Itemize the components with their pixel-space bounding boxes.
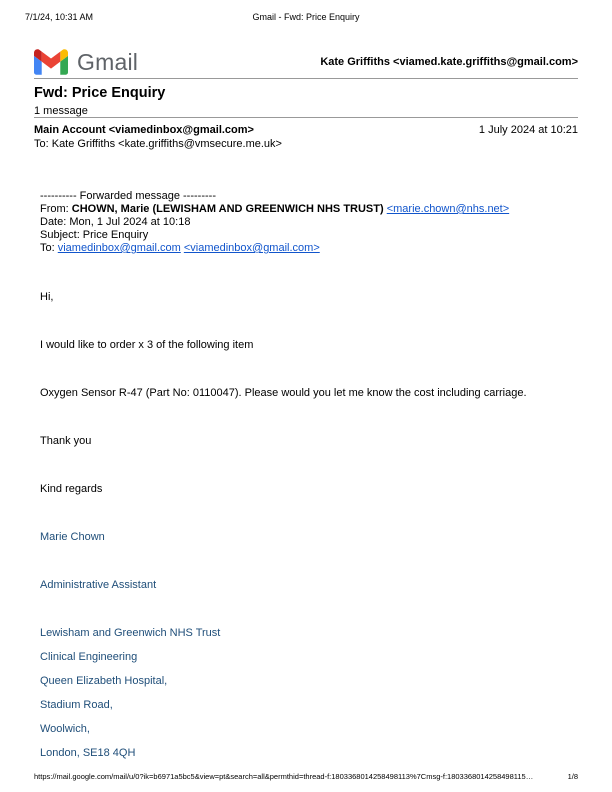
print-footer-url: https://mail.google.com/mail/u/0?ik=b6971a5bc5&view=pt&search=all&permthid=thread-f:1803368014258498113%7Cmsg-f:1803368014258498115… [34,772,534,781]
gmail-logo-text: Gmail [77,48,139,75]
signature-street: Stadium Road, [40,699,113,711]
gmail-logo [34,49,138,76]
signature-hospital: Queen Elizabeth Hospital, [40,675,168,687]
message-count: 1 message [34,105,88,117]
print-title: Gmail - Fwd: Price Enquiry [252,12,360,22]
body-paragraph-item-detail: Oxygen Sensor R-47 (Part No: 0110047). Please would you let me know the cost including carriage. [40,387,527,399]
print-datetime: 7/1/24, 10:31 AM [25,12,94,22]
forwarded-divider: ---------- Forwarded message --------- [40,190,216,202]
forwarded-from-line [40,203,578,216]
body-paragraph-order-request: I would like to order x 3 of the following item [40,339,254,351]
forwarded-header [40,190,578,255]
forwarded-from-name: CHOWN, Marie (LEWISHAM AND GREENWICH NHS TRUST) [71,203,387,215]
gmail-m-icon [34,49,68,75]
divider-top [34,78,578,79]
signature-job-title: Administrative Assistant [40,579,157,591]
account-name: Kate Griffiths <viamed.kate.griffiths@gmail.com> [320,56,578,68]
recipient-line: To: Kate Griffiths <kate.griffiths@vmsecure.me.uk> [34,138,282,150]
body-paragraph-regards: Kind regards [40,483,103,495]
forwarded-date-line: Date: Mon, 1 Jul 2024 at 10:18 [40,216,191,228]
signature-organisation: Lewisham and Greenwich NHS Trust [40,627,221,639]
forwarded-to-link-1[interactable]: viamedinbox@gmail.com [57,242,181,254]
message-date: 1 July 2024 at 10:21 [478,124,578,136]
forwarded-subject-line: Subject: Price Enquiry [40,229,149,241]
forwarded-to-label: To: [40,242,58,254]
sender-name: Main Account <viamedinbox@gmail.com> [34,124,254,136]
email-subject: Fwd: Price Enquiry [34,85,166,101]
divider-subject [34,117,578,118]
print-page-number: 1/8 [567,772,578,781]
signature-city-postcode: London, SE18 4QH [40,747,136,759]
browser-print-header [25,12,587,24]
browser-print-footer [34,772,578,781]
body-paragraphs [40,291,578,496]
message-header-row [34,124,578,136]
forwarded-to-line [40,242,578,255]
body-paragraph-thanks: Thank you [40,435,92,447]
gmail-header [34,46,578,78]
signature-department: Clinical Engineering [40,651,138,663]
signature-town: Woolwich, [40,723,90,735]
signature-block [40,531,578,760]
signature-name: Marie Chown [40,531,105,543]
forwarded-from-label: From: [40,203,72,215]
forwarded-to-link-2[interactable]: <viamedinbox@gmail.com> [183,242,320,254]
message-body [34,190,578,760]
forwarded-from-email-link[interactable]: <marie.chown@nhs.net> [386,203,510,215]
body-paragraph-greeting: Hi, [40,291,54,303]
